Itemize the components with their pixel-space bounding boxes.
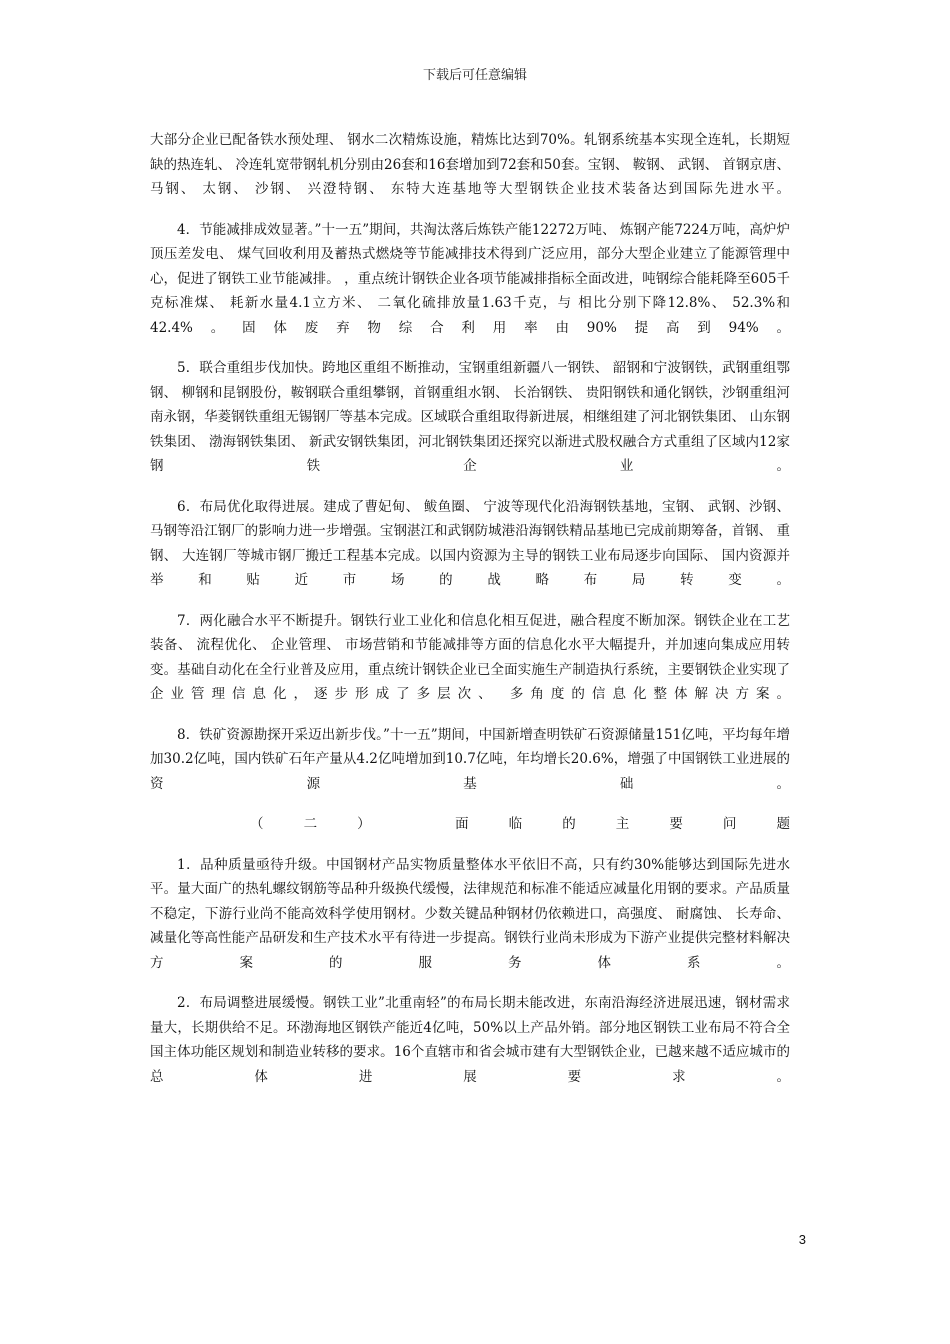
paragraph-equipment: 大部分企业已配备铁水预处理、 钢水二次精炼设施，精炼比达到70%。轧钢系统基本实现全连轧，长期短缺的热连轧、 冷连轧宽带钢轧机分别由26套和16套增加到72套和50套。宝钢、 鞍钢、 武钢、 首钢京唐、 马钢、 太钢、 沙钢、 兴澄特钢、 东特大连基地等大型钢铁企业技术装备达到国际先进水平。 (150, 132, 790, 197)
paragraph-iron-ore: 8．铁矿资源勘探开采迈出新步伐。”十一五”期间，中国新增查明铁矿石资源储量151亿吨，平均每年增加30.2亿吨，国内铁矿石年产量从4.2亿吨增加到10.7亿吨，年均增长20.6%，增强了中国钢铁工业进展的资源基础。 (150, 726, 790, 792)
paragraph-restructuring: 5．联合重组步伐加快。跨地区重组不断推动，宝钢重组新疆八一钢铁、 韶钢和宁波钢铁，武钢重组鄂钢、 柳钢和昆钢股份，鞍钢联合重组攀钢，首钢重组水钢、 长治钢铁、 贵阳钢铁和通化钢铁，沙钢重组河南永钢，华菱钢铁重组无锡钢厂等基本完成。区域联合重组取得新进展，相继组建了河北钢铁集团、 山东钢铁集团、 渤海钢铁集团、 新武安钢铁集团，河北钢铁集团还探究以渐进式股权融合方式重组了区域内12家钢铁企业。 (150, 360, 790, 474)
paragraph-energy-saving: 4．节能减排成效显著。”十一五”期间，共淘汰落后炼铁产能12272万吨、 炼钢产能7224万吨，高炉炉顶压差发电、 煤气回收利用及蓄热式燃烧等节能减排技术得到广泛应用，部分大型企业建立了能源管理中心，促进了钢铁工业节能减排。 ，重点统计钢铁企业各项节能减排指标全面改进，吨钢综合能耗降至605千克标准煤、 耗新水量4.1立方米、 二氧化硫排放量1.63千克，与 相比分别下降12.8%、 52.3%和42.4%。固体废弃物综合利用率由90%提高到94%。 (150, 221, 790, 336)
document-body (150, 128, 790, 1105)
paragraph-layout-optimization: 6．布局优化取得进展。建成了曹妃甸、 鲅鱼圈、 宁波等现代化沿海钢铁基地，宝钢、 武钢、沙钢、 马钢等沿江钢厂的影响力进一步增强。宝钢湛江和武钢防城港沿海钢铁精品基地已完成前期筹备，首钢、 重钢、 大连钢厂等城市钢厂搬迁工程基本完成。以国内资源为主导的钢铁工业布局逐步向国际、 国内资源并举和贴近市场的战略布局转变。 (150, 498, 790, 588)
paragraph-problem-quality: 1．品种质量亟待升级。中国钢材产品实物质量整体水平依旧不高，只有约30%能够达到国际先进水平。量大面广的热轧螺纹钢筋等品种升级换代缓慢，法律规范和标准不能适应减量化用钢的要求。产品质量不稳定，下游行业尚不能高效科学使用钢材。少数关键品种钢材仍依赖进口，高强度、 耐腐蚀、 长寿命、 减量化等高性能产品研发和生产技术水平有待进一步提高。钢铁行业尚未形成为下游产业提供完整材料解决方案的服务体系。 (150, 856, 790, 971)
section-heading: （二） 面临的主要问题 (250, 816, 790, 832)
paragraph-informatization: 7．两化融合水平不断提升。钢铁行业工业化和信息化相互促进，融合程度不断加深。钢铁企业在工艺装备、 流程优化、 企业管理、 市场营销和节能减排等方面的信息化水平大幅提升，并加速向集成应用转变。基础自动化在全行业普及应用，重点统计钢铁企业已全面实施生产制造执行系统，主要钢铁企业实现了企业管理信息化，逐步形成了多层次、 多角度的信息化整体解决方案。 (150, 612, 790, 702)
page-header: 下载后可任意编辑 (422, 68, 527, 83)
page-number: 3 (798, 1232, 806, 1247)
paragraph-problem-layout: 2．布局调整进展缓慢。钢铁工业”北重南轻”的布局长期未能改进，东南沿海经济进展迅速，钢材需求量大，长期供给不足。环渤海地区钢铁产能近4亿吨，50%以上产品外销。部分地区钢铁工业布局不符合全国主体功能区规划和制造业转移的要求。16个直辖市和省会城市建有大型钢铁企业，已越来越不适应城市的总体进展要求。 (150, 995, 790, 1085)
